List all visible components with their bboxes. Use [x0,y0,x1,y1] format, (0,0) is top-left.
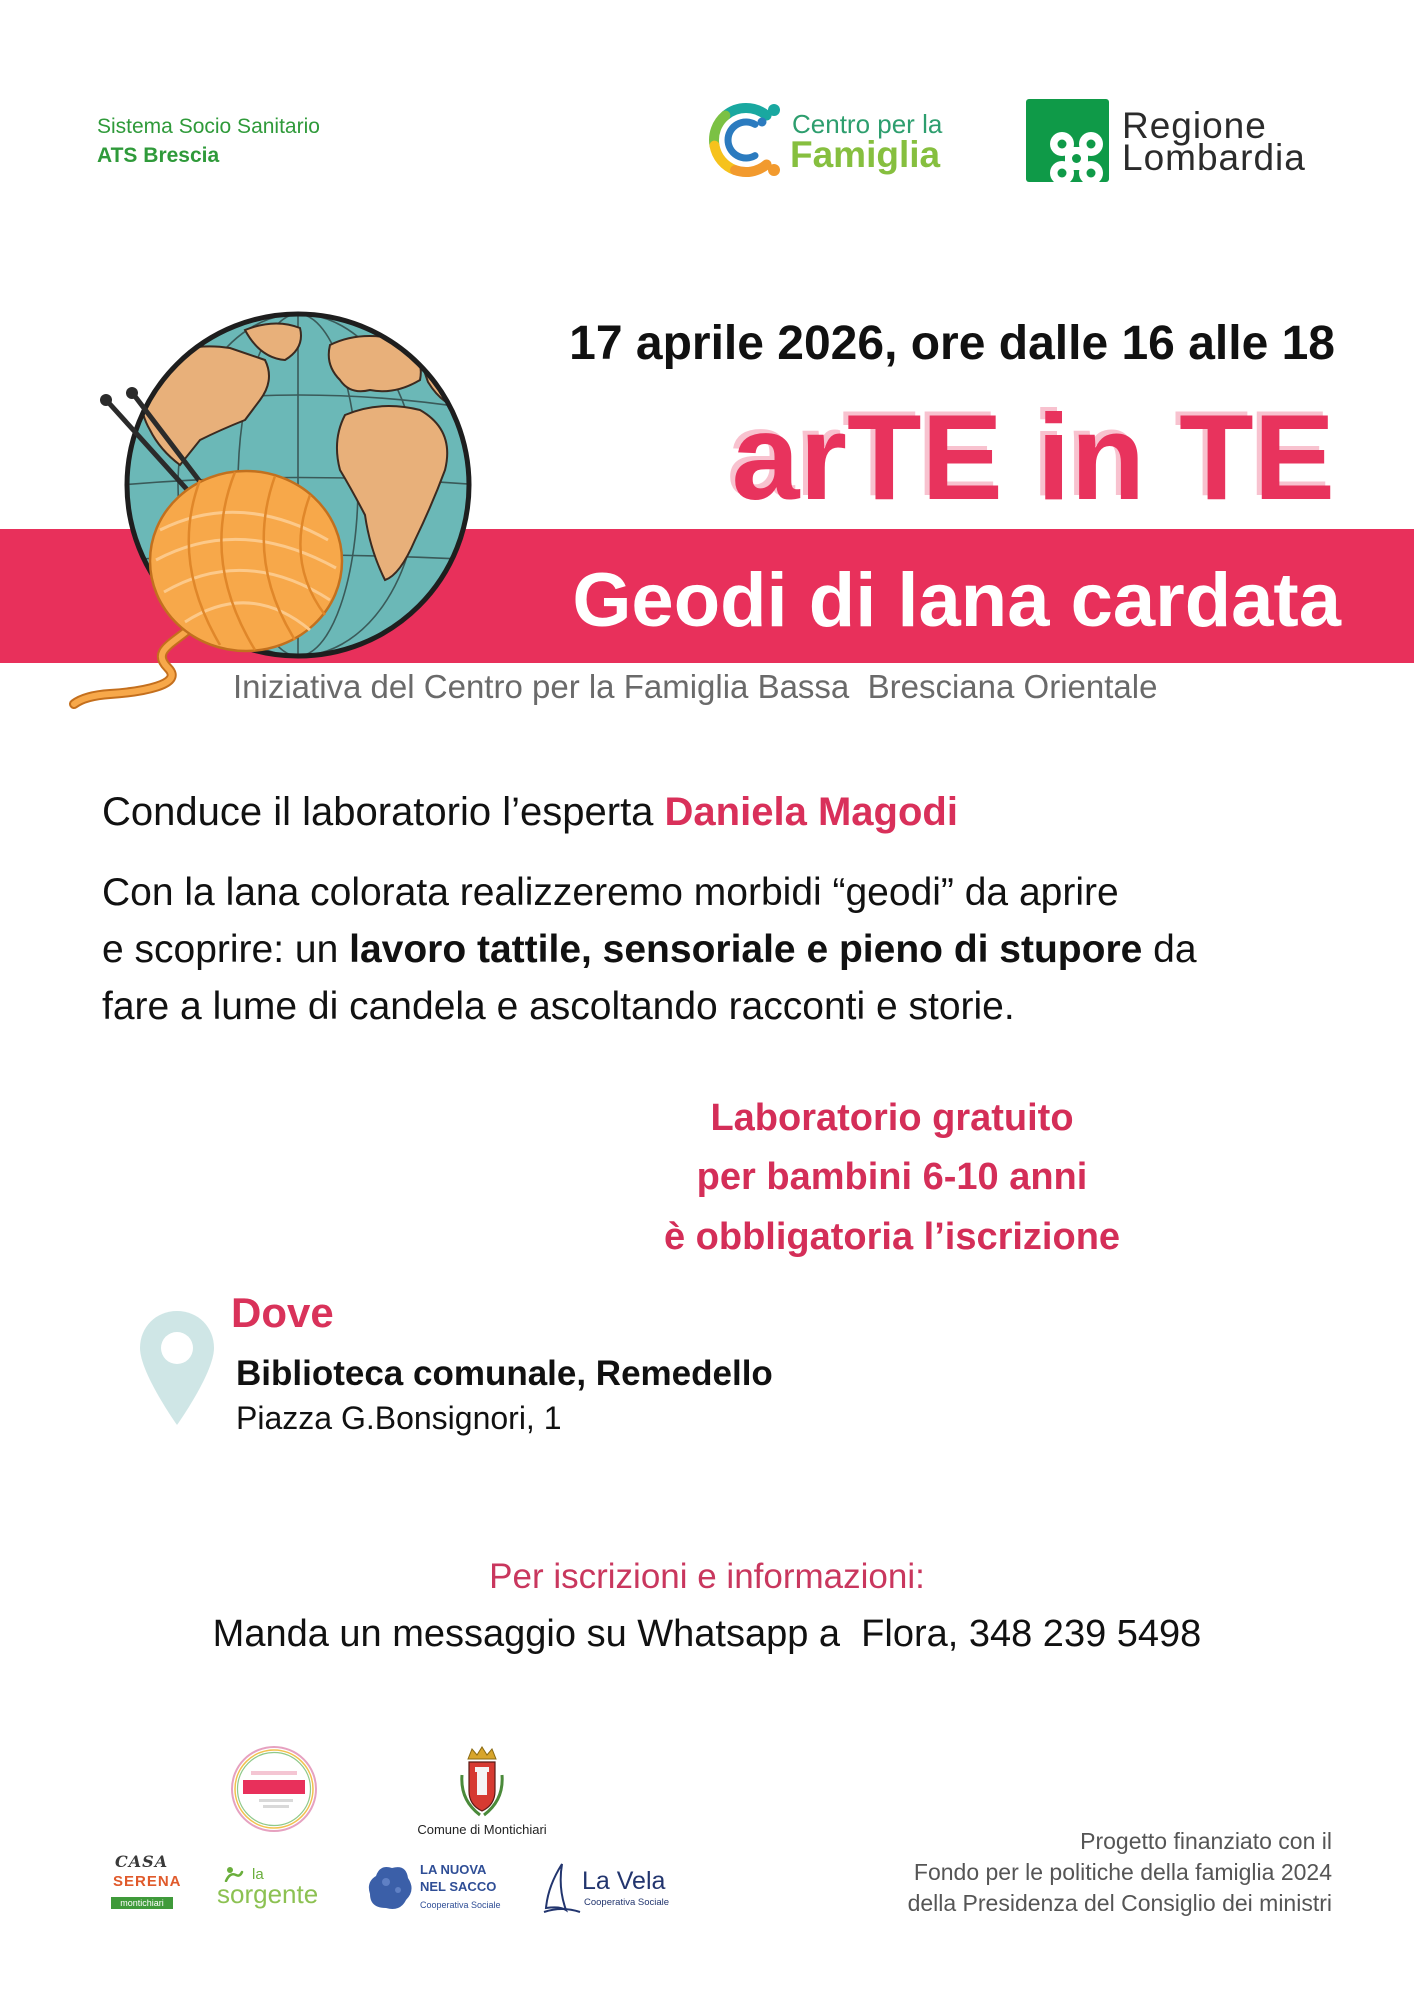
casa-serena-line-2: SERENA [113,1873,182,1890]
description-line-2 [102,921,1197,978]
nuova-line-1: LA NUOVA [420,1862,487,1877]
notice-line-3: è obbligatoria l’iscrizione [663,1216,1121,1258]
ats-line-2: ATS Brescia [97,144,220,167]
ats-line-1: Sistema Socio Sanitario [97,115,320,138]
regione-logo-mark [1026,99,1109,182]
nuova-nel-sacco-icon [366,1862,414,1914]
leader-name: Daniela Magodi [664,790,958,834]
location-heading: Dove [231,1289,334,1336]
description-line-2-prefix: e scoprire: un [102,928,350,971]
sorgente-line-1: la [252,1866,264,1883]
rosa-camuna-icon [1035,117,1118,200]
centro-logo-line-2: Famiglia [790,134,941,175]
notice-line-2: per bambini 6-10 anni [696,1156,1088,1198]
initiative-text: Iniziativa del Centro per la Famiglia Bassa Bresciana Orientale [233,668,1158,705]
workshop-leader [102,787,958,837]
sail-icon [542,1862,582,1916]
event-title: arTE in TE [731,389,1335,525]
casa-serena-logo [111,1852,182,1923]
centro-famiglia-logo-icon [704,92,788,188]
casa-serena-line-3: montichiari [111,1897,173,1909]
comune-caption: Comune di Montichiari [417,1822,547,1837]
leader-prefix: Conduce il laboratorio l’esperta [102,790,665,834]
contact-heading: Per iscrizioni e informazioni: [489,1557,925,1596]
funding-line-3: della Presidenza del Consiglio dei ministri [907,1890,1332,1916]
nuova-line-2: NEL SACCO [420,1879,497,1894]
montichiari-crest-icon [456,1745,508,1821]
description-line-3: fare a lume di candela e ascoltando racconti e storie. [102,985,1015,1028]
contact-text: Manda un messaggio su Whatsapp a Flora, 348 239 5498 [212,1613,1202,1655]
centro-famiglia-small-logo-icon [229,1744,319,1834]
funding-line-1: Progetto finanziato con il [1080,1828,1332,1854]
casa-serena-line-1: CASA [115,1852,169,1871]
event-datetime: 17 aprile 2026, ore dalle 16 alle 18 [569,317,1335,370]
location-venue: Biblioteca comunale, Remedello [236,1354,773,1393]
nuova-line-3: Cooperativa Sociale [420,1900,501,1910]
funding-line-2: Fondo per le politiche della famiglia 2024 [913,1859,1332,1885]
description-line-2-bold: lavoro tattile, sensoriale e pieno di stupore [349,928,1143,971]
centro-logo-line-1: Centro per la [792,109,943,139]
location-address: Piazza G.Bonsignori, 1 [236,1400,562,1436]
globe-with-yarn-ball-icon [60,300,490,720]
regione-logo-line-1: Regione [1122,105,1267,146]
vela-line-1: La Vela [582,1867,666,1895]
notice-line-1: Laboratorio gratuito [710,1097,1074,1139]
description-line-2-suffix: da [1142,928,1197,971]
event-subtitle: Geodi di lana cardata [572,558,1341,643]
map-pin-icon [140,1311,214,1425]
regione-logo-line-2: Lombardia [1122,137,1306,178]
sorgente-line-2: sorgente [217,1879,319,1909]
vela-line-2: Cooperativa Sociale [584,1897,670,1908]
description-line-1: Con la lana colorata realizzeremo morbidi “geodi” da aprire [102,871,1119,914]
